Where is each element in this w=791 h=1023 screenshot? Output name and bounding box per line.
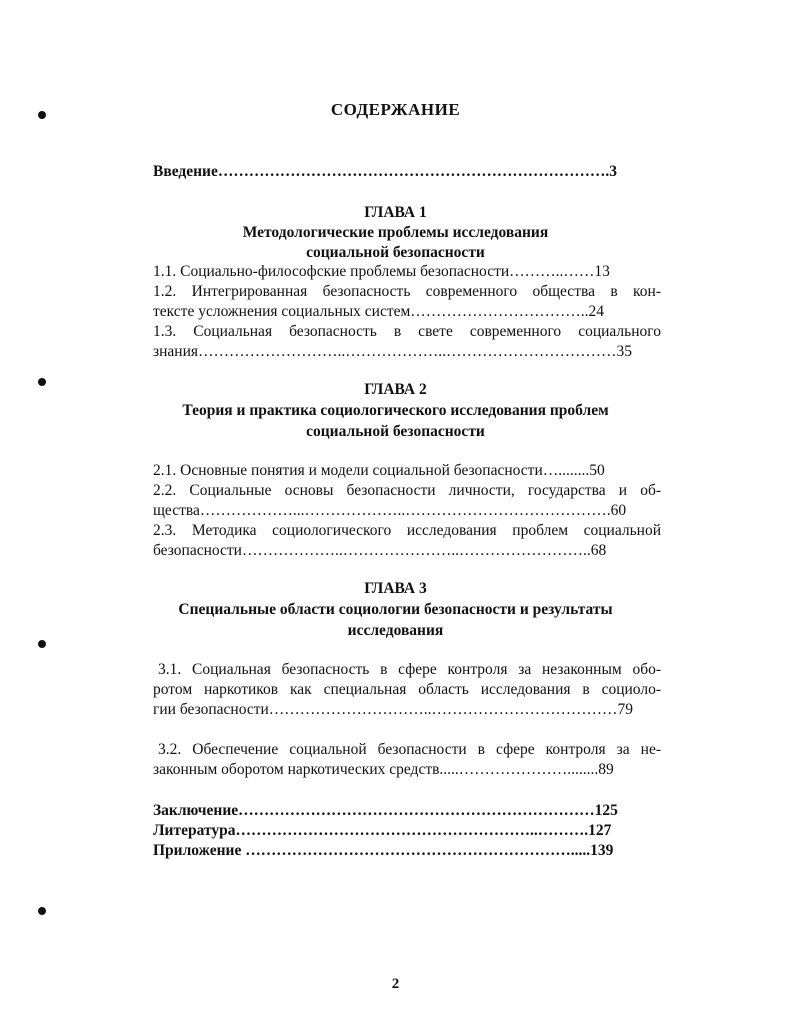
toc-entry-1-3-cont: знания………………………..………………..……………………………35 — [153, 343, 633, 360]
chapter1-title-line2: социальной безопасности — [306, 244, 485, 261]
chapter1-heading: ГЛАВА 1 — [364, 204, 427, 221]
margin-dot — [38, 907, 46, 915]
toc-entry-3-1-cont2: гии безопасности…………………………..………………………………79 — [153, 701, 634, 718]
toc-entry-appendix: Приложение ……………………………………………………….....139 — [153, 842, 614, 859]
toc-entry-3-2: 3.2. Обеспечение социальной безопасности в сфере контроля за не- — [158, 741, 661, 758]
toc-entry-3-1-cont1: ротом наркотиков как специальная область исследования в социоло- — [153, 681, 661, 698]
chapter2-title-line1: Теория и практика социологического исследования проблем — [182, 402, 609, 419]
toc-entry-1-3: 1.3. Социальная безопасность в свете современного социального — [153, 323, 661, 340]
toc-entry-2-3: 2.3. Методика социологического исследования проблем социальной — [153, 522, 661, 539]
toc-entry-1-1: 1.1. Социально-философские проблемы безопасности………..……13 — [153, 263, 610, 280]
toc-entry-2-2: 2.2. Социальные основы безопасности личности, государства и об- — [153, 482, 661, 499]
toc-entry-1-2: 1.2. Интегрированная безопасность современного общества в кон- — [153, 283, 661, 300]
toc-entry-references: Литература…………………………………………………..……….127 — [153, 822, 612, 839]
chapter2-heading: ГЛАВА 2 — [364, 381, 427, 398]
toc-entry-2-3-cont: безопасности………………..…………………..……………………..68 — [153, 542, 607, 559]
toc-entry-2-1: 2.1. Основные понятия и модели социальной безопасности…........50 — [153, 462, 605, 479]
toc-entry-introduction: Введение………………………………………………………………….3 — [153, 163, 617, 180]
chapter2-title-line2: социальной безопасности — [306, 423, 485, 440]
chapter3-heading: ГЛАВА 3 — [364, 580, 427, 597]
toc-entry-2-2-cont: щества………………...………………..………………………………….60 — [153, 502, 627, 519]
toc-entry-3-2-cont: законным оборотом наркотических средств.....…………………........89 — [153, 761, 614, 778]
margin-dot — [38, 640, 46, 648]
page-number: 2 — [391, 976, 400, 992]
toc-entry-conclusion: Заключение……………………………………………………………125 — [153, 802, 618, 819]
toc-entry-3-1: 3.1. Социальная безопасность в сфере контроля за незаконным обо- — [158, 661, 661, 678]
toc-entry-1-2-cont: тексте усложнения социальных систем……………………………..24 — [153, 303, 605, 320]
chapter3-title-line1: Специальные области социологии безопасности и результаты — [178, 601, 613, 618]
chapter3-title-line2: исследования — [347, 622, 444, 639]
toc-title: СОДЕРЖАНИЕ — [330, 100, 461, 119]
chapter1-title-line1: Методологические проблемы исследования — [242, 224, 549, 241]
